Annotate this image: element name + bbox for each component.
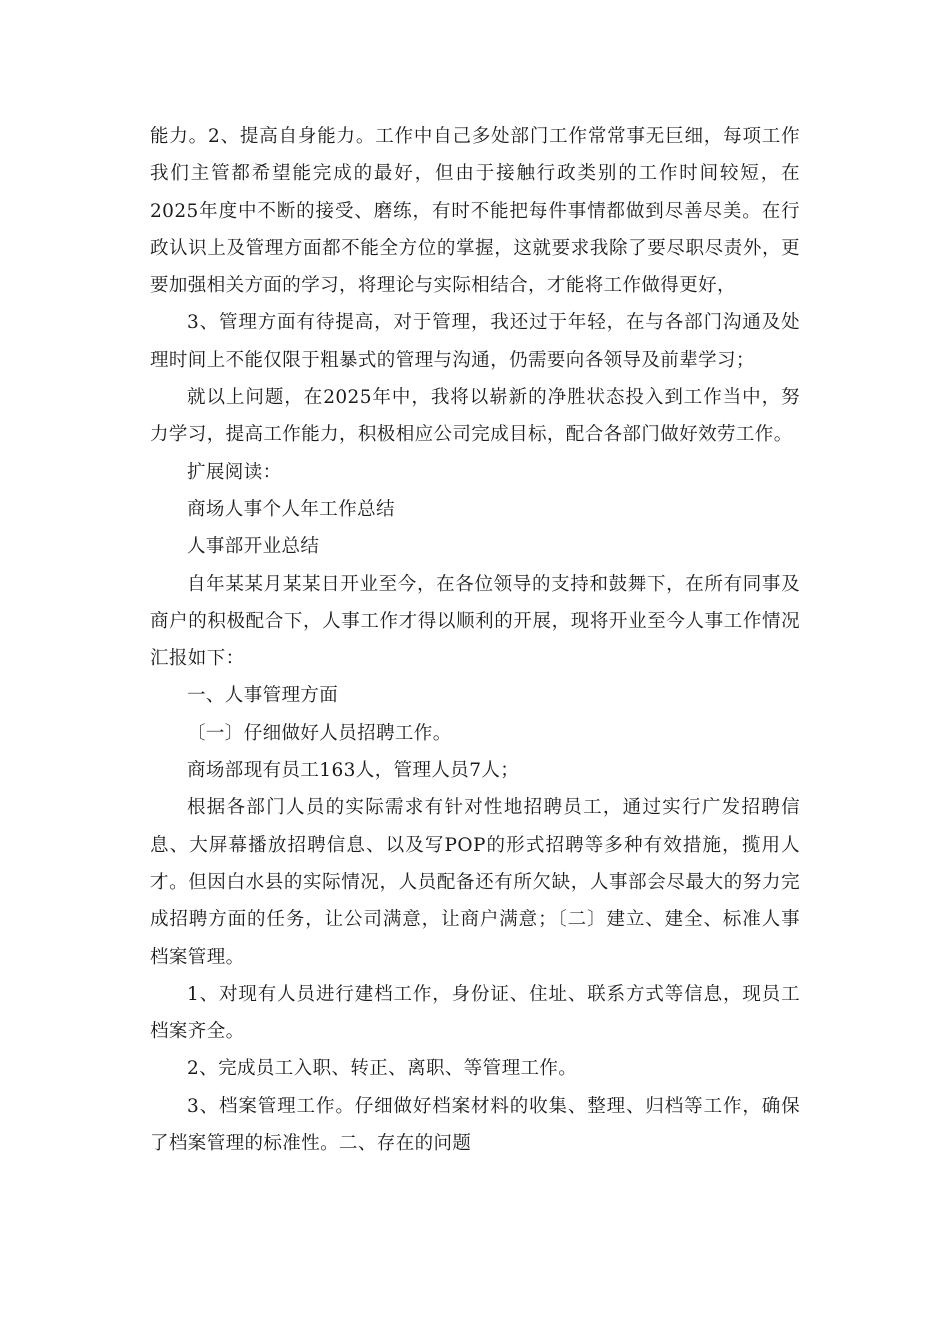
paragraph-13: 2、完成员工入职、转正、离职、等管理工作。: [187, 1058, 578, 1080]
paragraph-14: 3、档案管理工作。仔细做好档案材料的收集、整理、归档等工作，确保了档案管理的标准性。二、存在的问题: [150, 1095, 800, 1155]
paragraph-10: 商场部现有员工163人，管理人员7人；: [187, 760, 520, 782]
paragraph-11: 根据各部门人员的实际需求有针对性地招聘员工，通过实行广发招聘信息、大屏幕播放招聘信息、以及写POP的形式招聘等多种有效措施，揽用人才。但因白水县的实际情况，人员配备还有所欠缺，人事部会尽最大的努力完成招聘方面的任务，让公司满意，让商户满意；〔二〕建立、建全、标准人事档案管理。: [150, 797, 800, 968]
paragraph-7: 自年某某月某某日开业至今，在各位领导的支持和鼓舞下，在所有同事及商户的积极配合下，人事工作才得以顺利的开展，现将开业至今人事工作情况汇报如下：: [150, 573, 800, 670]
paragraph-subheading-1: 〔一〕仔细做好人员招聘工作。: [187, 722, 452, 744]
paragraph-1: 能力。2、提高自身能力。工作中自己多处部门工作常常事无巨细，每项工作我们主管都希望能完成的最好，但由于接触行政类别的工作时间较短，在2025年度中不断的接受、磨练，有时不能把每件事情都做到尽善尽美。在行政认识上及管理方面都不能全方位的掌握，这就要求我除了要尽职尽责外，更要加强相关方面的学习，将理论与实际相结合，才能将工作做得更好，: [150, 126, 800, 297]
paragraph-12: 1、对现有人员进行建档工作，身份证、住址、联系方式等信息，现员工档案齐全。: [150, 983, 800, 1043]
paragraph-title-2: 人事部开业总结: [187, 536, 320, 558]
paragraph-2: 3、管理方面有待提高，对于管理，我还过于年轻，在与各部门沟通及处理时间上不能仅限于粗暴式的管理与沟通，仍需要向各领导及前辈学习；: [150, 312, 800, 371]
paragraph-3: 就以上问题，在2025年中，我将以崭新的净胜状态投入到工作当中，努力学习，提高工作能力，积极相应公司完成目标，配合各部门做好效劳工作。: [150, 387, 800, 446]
paragraph-extended-reading: 扩展阅读：: [187, 461, 282, 483]
paragraph-title-1: 商场人事个人年工作总结: [187, 498, 395, 520]
document-body: [150, 118, 800, 1162]
paragraph-heading-1: 一、人事管理方面: [187, 685, 339, 707]
